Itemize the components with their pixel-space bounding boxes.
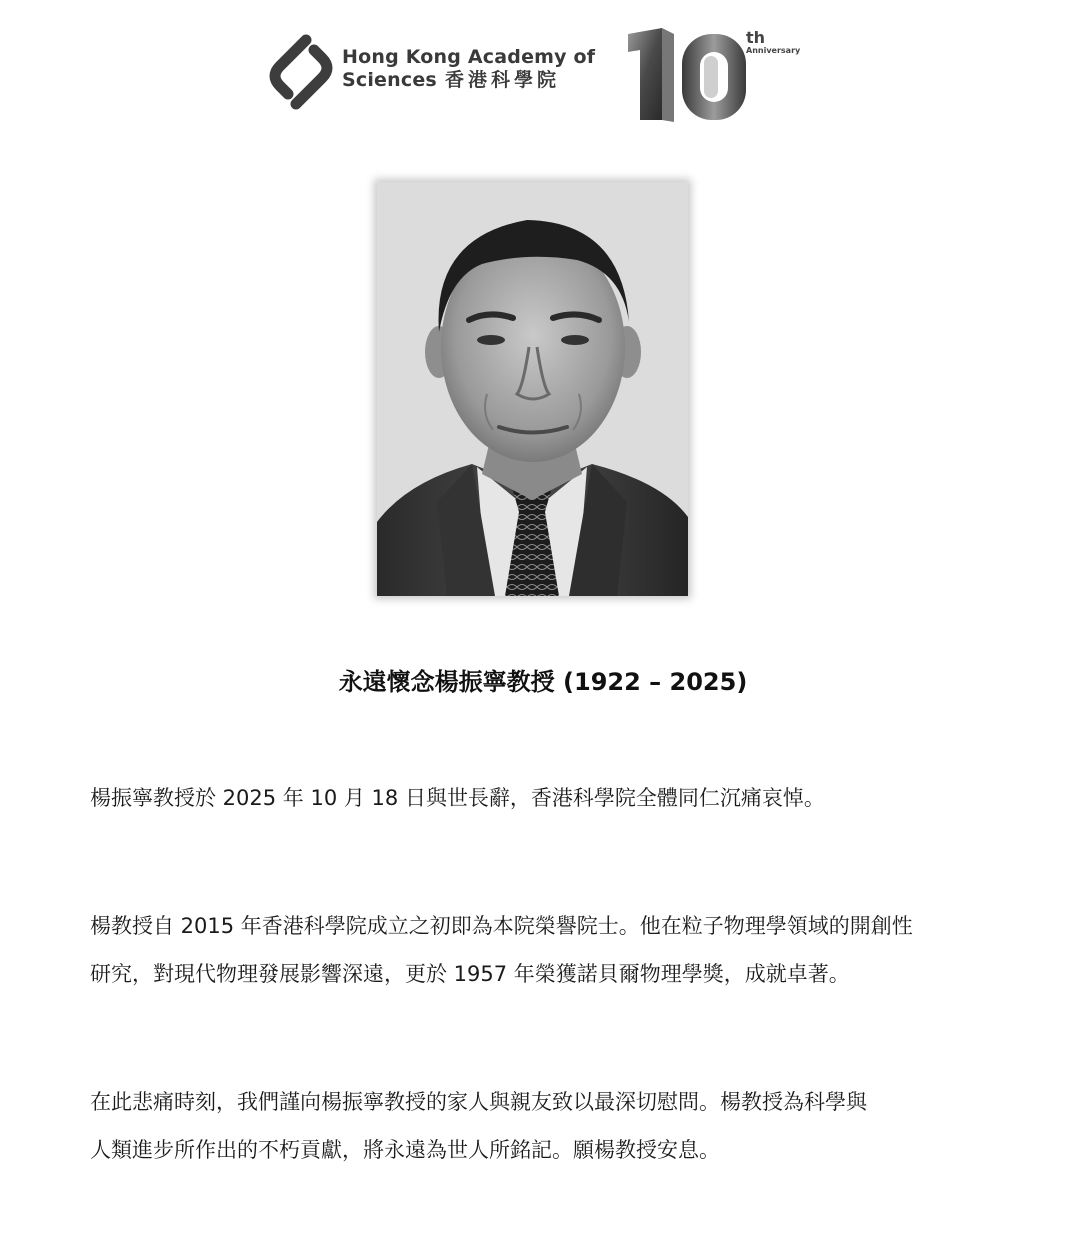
- paragraph-passing-announcement: [90, 774, 1030, 822]
- portrait-photo: [377, 182, 688, 596]
- paragraph-line: 在此悲痛時刻，我們謹向楊振寧教授的家人與親友致以最深切慰問。楊教授為科學與: [90, 1090, 867, 1114]
- memorial-title: 永遠懷念楊振寧教授 (1922 – 2025): [338, 668, 748, 696]
- academy-logo: [266, 26, 806, 126]
- anniversary-suffix: th: [746, 28, 766, 47]
- paragraph-line: 楊振寧教授於 2025 年 10 月 18 日與世長辭，香港科學院全體同仁沉痛哀悼。: [90, 786, 825, 810]
- paragraph-condolences: [90, 1078, 1030, 1174]
- paragraph-line: 研究，對現代物理發展影響深遠，更於 1957 年榮獲諾貝爾物理學獎，成就卓著。: [90, 962, 850, 986]
- academy-name: [342, 48, 595, 90]
- academy-name-en-line2: Sciences: [342, 69, 437, 91]
- academy-name-en-line1: Hong Kong Academy of: [342, 46, 596, 68]
- portrait-photo-icon: [377, 182, 688, 596]
- tenth-anniversary-emblem: [622, 26, 812, 126]
- paragraph-line: 楊教授自 2015 年香港科學院成立之初即為本院榮譽院士。他在粒子物理學領域的開創性: [90, 914, 913, 938]
- paragraph-achievements: [90, 902, 1030, 998]
- academy-logo-mark-icon: [266, 32, 336, 112]
- academy-name-zh: 香港科學院: [444, 69, 560, 91]
- anniversary-word: Anniversary: [746, 46, 801, 55]
- paragraph-line: 人類進步所作出的不朽貢獻，將永遠為世人所銘記。願楊教授安息。: [90, 1138, 720, 1162]
